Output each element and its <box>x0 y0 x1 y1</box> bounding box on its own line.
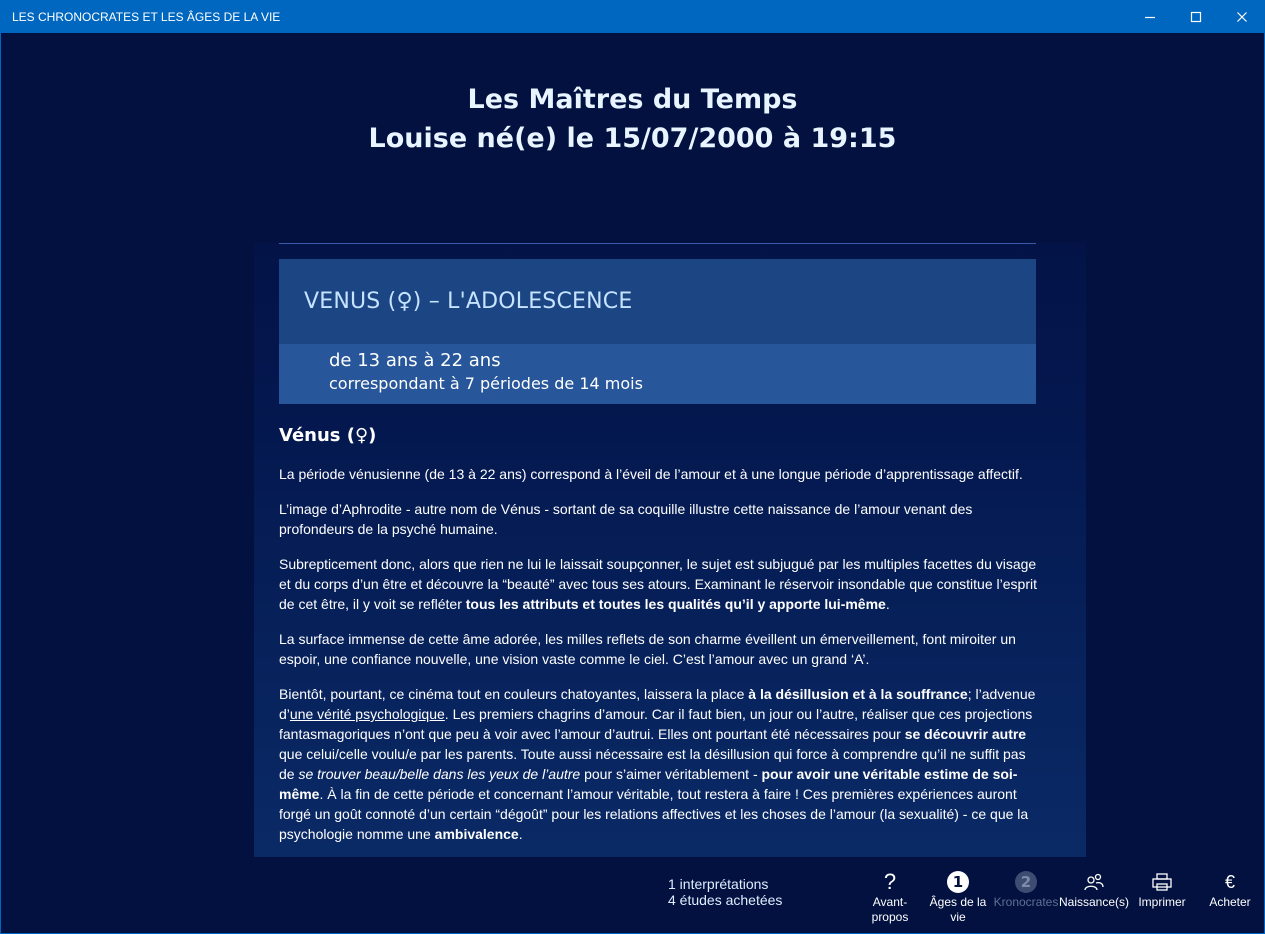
status-info <box>668 876 782 908</box>
page-title <box>0 80 1265 158</box>
maximize-button[interactable] <box>1173 0 1219 33</box>
text-run: Bientôt, pourtant, ce cinéma tout en couleurs chatoyantes, laissera la place <box>279 686 749 702</box>
ages-icon <box>947 869 969 895</box>
paragraph <box>279 554 1039 614</box>
text-run: Subrepticement donc, alors que rien ne lui le laissait soupçonner, le sujet est subjugué par les multiples facettes du visage et du corps d’un être et découvre la “beauté” avec tous ses atours. Examinant le réservoir insondable que constitue l’esprit de cet être, il y voit se refléter <box>279 556 1037 612</box>
paragraph <box>279 684 1039 844</box>
content-panel[interactable] <box>254 243 1086 857</box>
print-label: Imprimer <box>1138 895 1186 909</box>
foreword-label: Avant-propos <box>871 895 909 924</box>
maximize-icon <box>1190 11 1202 23</box>
periods-text: correspondant à 7 périodes de 14 mois <box>329 374 643 393</box>
ages-button[interactable] <box>928 869 988 925</box>
bold-text: à la désillusion et à la souffrance <box>748 686 968 702</box>
births-button[interactable] <box>1060 869 1128 910</box>
ages-label: Âges de la vie <box>929 895 987 924</box>
bold-text: pour avoir une véritable estime de soi-même <box>279 766 1018 802</box>
kronocrates-icon <box>1015 869 1037 895</box>
close-button[interactable] <box>1219 0 1265 33</box>
page-title-line2: Louise né(e) le 15/07/2000 à 19:15 <box>368 123 897 154</box>
text-run: que celui/celle voulu/e par les parents. Toute aussi nécessaire est la désillusion qui force à comprendre qu’il ne suffit pas de <box>279 746 1026 782</box>
minimize-button[interactable] <box>1127 0 1173 33</box>
text-run: . <box>885 596 890 612</box>
bold-text: se découvrir autre <box>904 726 1027 742</box>
buy-button[interactable] <box>1204 869 1256 910</box>
underlined-text: une vérité psychologique <box>289 706 445 722</box>
interpretations-count: 1 interprétations <box>668 876 769 892</box>
text-run: . Les premiers chagrins d’amour. Car il faut bien, un jour ou l’autre, réaliser que ces projections fantasmagoriques n’ont que peu à voir avec l’amour d’autrui. Elles ont pourtant été nécessaires pour <box>279 706 1033 742</box>
text-run: . À la fin de cette période et concernant l’amour véritable, tout restera à faire ! Ces premières expériences auront forgé un goût connoté d’un certain “dégoût” pour les relations affectives et les choses de l’amour (la sexualité) - ce que la psychologie nomme une <box>279 786 1029 842</box>
people-icon <box>1083 869 1105 895</box>
number-two-icon: 2 <box>1015 871 1037 893</box>
kronocrates-button[interactable] <box>993 869 1059 910</box>
print-button[interactable] <box>1134 869 1190 910</box>
page-title-line1: Les Maîtres du Temps <box>467 84 798 115</box>
article-body <box>279 425 1039 857</box>
section-title: VENUS (♀) – L'ADOLESCENCE <box>304 289 633 314</box>
window-title: LES CHRONOCRATES ET LES ÂGES DE LA VIE <box>12 9 281 24</box>
section-title-band <box>279 259 1036 344</box>
kronocrates-label: Kronocrates <box>993 895 1059 909</box>
text-run: pour s’aimer véritablement - <box>580 766 762 782</box>
divider <box>279 243 1036 244</box>
printer-icon <box>1151 869 1173 895</box>
foreword-button[interactable] <box>868 869 912 925</box>
text-run: ; l’advenue d’ <box>279 686 1036 722</box>
number-one-icon: 1 <box>947 871 969 893</box>
age-range: de 13 ans à 22 ans <box>329 350 501 371</box>
bold-text: tous les attributs et toutes les qualités qu’il y apporte lui-même <box>465 596 886 612</box>
paragraph: La surface immense de cette âme adorée, les milles reflets de son charme éveillent un émerveillement, font miroiter un espoir, une confiance nouvelle, une vision vaste comme le ciel. C’est l’amour avec un grand ‘A’. <box>279 631 1016 667</box>
article-heading: Vénus (♀) <box>279 425 377 446</box>
text-run: . <box>518 826 523 842</box>
studies-count: 4 études achetées <box>668 892 783 908</box>
buy-label: Acheter <box>1209 895 1251 909</box>
section-range-band <box>279 344 1036 404</box>
minimize-icon <box>1144 11 1156 23</box>
close-icon <box>1236 11 1248 23</box>
title-bar <box>0 0 1265 33</box>
births-label: Naissance(s) <box>1058 895 1130 909</box>
question-icon: ? <box>883 869 897 894</box>
euro-icon: € <box>1224 871 1235 892</box>
italic-text: se trouver beau/belle dans les yeux de l’autre <box>298 766 581 782</box>
paragraph: La période vénusienne (de 13 à 22 ans) correspond à l’éveil de l’amour et à une longue période d’apprentissage affectif. <box>279 466 1023 482</box>
paragraph: L’image d’Aphrodite - autre nom de Vénus - sortant de sa coquille illustre cette naissance de l’amour venant des profondeurs de la psyché humaine. <box>279 501 973 537</box>
section-header <box>279 259 1036 404</box>
bold-text: ambivalence <box>434 826 519 842</box>
